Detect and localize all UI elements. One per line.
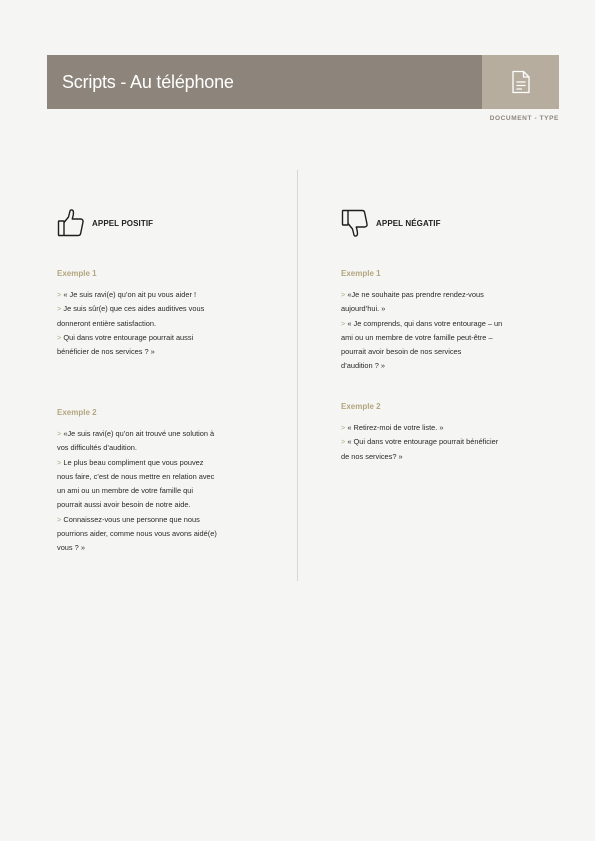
script-line xyxy=(341,317,551,331)
script-text: « Je suis ravi(e) qu’on ait pu vous aider ! xyxy=(61,290,197,299)
script-text: ami ou un membre de votre famille peut-être – xyxy=(341,332,493,342)
negative-call-column xyxy=(341,205,551,461)
arrow-marker: > xyxy=(57,429,62,438)
example-title: Exemple 1 xyxy=(57,269,97,278)
negative-example-1 xyxy=(341,269,551,374)
script-line xyxy=(57,427,262,441)
script-text: Connaissez-vous une personne que nous xyxy=(61,514,200,524)
arrow-marker: > xyxy=(57,304,62,314)
arrow-marker: > xyxy=(341,318,346,328)
script-line xyxy=(57,331,262,345)
column-divider xyxy=(297,170,298,581)
arrow-marker: > xyxy=(57,290,62,299)
header-icon-box xyxy=(482,55,559,109)
script-line xyxy=(341,450,551,464)
script-text: «Je suis ravi(e) qu’on ait trouvé une solution à xyxy=(61,429,215,438)
arrow-marker: > xyxy=(341,290,346,299)
header-bar xyxy=(47,55,559,109)
script-line xyxy=(57,484,262,498)
negative-example-2 xyxy=(341,402,551,464)
positive-call-column xyxy=(57,205,262,553)
script-line xyxy=(57,498,262,512)
script-line xyxy=(341,435,551,449)
thumbs-down-icon xyxy=(341,208,369,238)
script-text: « Je comprends, qui dans votre entourage – un xyxy=(345,318,503,328)
positive-call-title: APPEL POSITIF xyxy=(92,218,154,228)
script-line xyxy=(341,288,551,302)
script-line xyxy=(341,421,551,435)
negative-call-header xyxy=(341,205,551,241)
script-line xyxy=(57,541,262,555)
script-line xyxy=(57,513,262,527)
script-text: Qui dans votre entourage pourrait aussi xyxy=(61,332,194,342)
arrow-marker: > xyxy=(57,457,62,467)
script-line xyxy=(341,345,551,359)
document-icon xyxy=(511,70,531,94)
script-text: vous ? » xyxy=(57,543,85,553)
script-line xyxy=(57,456,262,470)
script-line xyxy=(341,302,551,316)
script-line xyxy=(57,302,262,316)
arrow-marker: > xyxy=(57,332,62,342)
script-line xyxy=(341,331,551,345)
script-line xyxy=(57,345,262,359)
script-text: aujourd’hui. » xyxy=(341,304,386,314)
document-type-label: DOCUMENT - TYPE xyxy=(489,115,559,122)
positive-example-2 xyxy=(57,408,262,556)
script-line xyxy=(57,317,262,331)
script-text: Le plus beau compliment que vous pouvez xyxy=(61,457,204,467)
script-text: donneront entière satisfaction. xyxy=(57,318,157,328)
script-text: d’audition ? » xyxy=(341,361,385,371)
script-text: nous faire, c’est de nous mettre en relation avec xyxy=(57,471,215,481)
example-title: Exemple 2 xyxy=(341,402,381,411)
arrow-marker: > xyxy=(341,437,346,447)
script-text: de nos services? » xyxy=(341,451,403,461)
page-title: Scripts - Au téléphone xyxy=(62,72,234,92)
script-line xyxy=(341,359,551,373)
example-lines xyxy=(341,288,551,374)
example-lines xyxy=(57,427,262,556)
example-title: Exemple 1 xyxy=(341,269,381,278)
script-text: « Qui dans votre entourage pourrait bénéficier xyxy=(345,437,499,447)
script-text: un ami ou un membre de votre famille qui xyxy=(57,486,193,496)
script-text: «Je ne souhaite pas prendre rendez-vous xyxy=(345,290,484,299)
script-text: pourrions aider, comme nous vous avons aidé(e) xyxy=(57,529,217,539)
script-text: bénéficier de nos services ? » xyxy=(57,347,155,357)
positive-call-header xyxy=(57,205,262,241)
example-lines xyxy=(341,421,551,464)
script-line xyxy=(57,527,262,541)
script-line xyxy=(57,470,262,484)
script-line xyxy=(57,441,262,455)
arrow-marker: > xyxy=(57,514,62,524)
script-text: vos difficultés d’audition. xyxy=(57,443,137,453)
script-text: Je suis sûr(e) que ces aides auditives vous xyxy=(61,304,205,314)
example-title: Exemple 2 xyxy=(57,408,97,417)
script-line xyxy=(57,288,262,302)
negative-call-title: APPEL NÉGATIF xyxy=(376,218,441,228)
script-text: « Retirez-moi de votre liste. » xyxy=(345,423,444,432)
arrow-marker: > xyxy=(341,423,346,432)
positive-example-1 xyxy=(57,269,262,359)
example-lines xyxy=(57,288,262,359)
thumbs-up-icon xyxy=(57,208,85,238)
script-text: pourrait avoir besoin de nos services xyxy=(341,347,462,357)
script-text: pourrait aussi avoir besoin de notre aide. xyxy=(57,500,191,510)
